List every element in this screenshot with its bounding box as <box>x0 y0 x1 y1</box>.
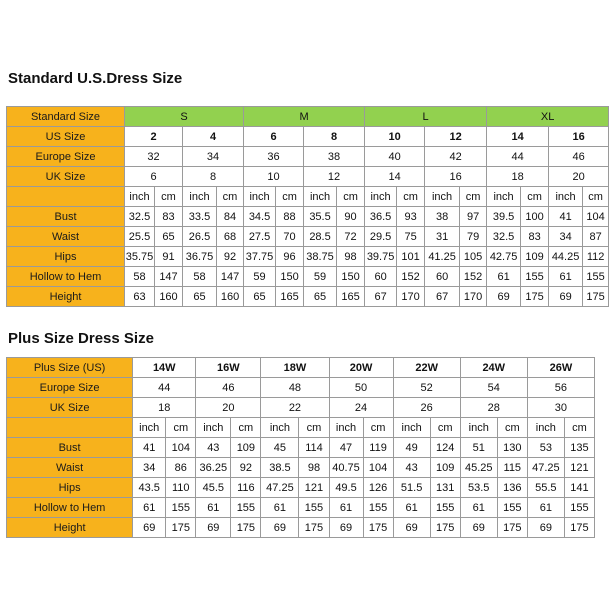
measurement-value: 63 <box>125 287 155 307</box>
measurement-value: 116 <box>231 478 261 498</box>
unit-inch: inch <box>425 187 460 207</box>
measurement-value: 44.25 <box>549 247 583 267</box>
measurement-value: 114 <box>299 438 329 458</box>
measurement-value: 49 <box>393 438 430 458</box>
measurement-value: 49.5 <box>329 478 363 498</box>
unit-inch: inch <box>393 418 430 438</box>
measurement-value: 175 <box>363 518 393 538</box>
measurement-value: 150 <box>337 267 365 287</box>
measurement-value: 155 <box>166 498 196 518</box>
measurement-value: 175 <box>231 518 261 538</box>
size-value: 10 <box>365 127 425 147</box>
size-value: 52 <box>393 378 460 398</box>
measurement-value: 33.5 <box>183 207 217 227</box>
measurement-value: 152 <box>460 267 487 287</box>
measurement-value: 65 <box>183 287 217 307</box>
size-header-m: M <box>244 107 365 127</box>
size-value: 12 <box>425 127 487 147</box>
unit-cm: cm <box>363 418 393 438</box>
row-label: UK Size <box>7 167 125 187</box>
measurement-value: 84 <box>217 207 244 227</box>
measurement-value: 147 <box>217 267 244 287</box>
measurement-value: 34 <box>549 227 583 247</box>
measurement-value: 53.5 <box>460 478 497 498</box>
measurement-row <box>7 227 609 247</box>
size-value: 34 <box>183 147 244 167</box>
size-row <box>7 167 609 187</box>
measurement-value: 45.5 <box>196 478 231 498</box>
size-header-l: L <box>365 107 487 127</box>
row-label: US Size <box>7 127 125 147</box>
standard-size-title: Standard U.S.Dress Size <box>8 70 183 87</box>
measurement-value: 155 <box>497 498 527 518</box>
size-value: 42 <box>425 147 487 167</box>
size-header-24w: 24W <box>460 358 527 378</box>
size-value: 54 <box>460 378 527 398</box>
size-value: 24 <box>329 398 393 418</box>
unit-cm: cm <box>564 418 594 438</box>
measurement-value: 96 <box>276 247 304 267</box>
measurement-value: 61 <box>133 498 166 518</box>
unit-cm: cm <box>155 187 183 207</box>
measurement-value: 109 <box>430 458 460 478</box>
measurement-value: 155 <box>430 498 460 518</box>
size-row <box>7 127 609 147</box>
measurement-value: 47.25 <box>527 458 564 478</box>
measurement-value: 38.75 <box>304 247 337 267</box>
measurement-value: 124 <box>430 438 460 458</box>
measurement-value: 160 <box>155 287 183 307</box>
measurement-value: 112 <box>583 247 609 267</box>
measurement-value: 36.25 <box>196 458 231 478</box>
measurement-value: 75 <box>397 227 425 247</box>
measurement-value: 45 <box>261 438 299 458</box>
unit-cm: cm <box>276 187 304 207</box>
unit-cm: cm <box>430 418 460 438</box>
size-value: 14 <box>365 167 425 187</box>
measurement-value: 61 <box>549 267 583 287</box>
plus-size-table <box>6 357 595 538</box>
unit-cm: cm <box>166 418 196 438</box>
measurement-value: 109 <box>521 247 549 267</box>
measurement-value: 98 <box>337 247 365 267</box>
measurement-value: 92 <box>217 247 244 267</box>
measurement-value: 91 <box>155 247 183 267</box>
size-header-16w: 16W <box>196 358 261 378</box>
header-row <box>7 107 609 127</box>
measurement-value: 58 <box>125 267 155 287</box>
size-value: 20 <box>196 398 261 418</box>
measurement-value: 104 <box>583 207 609 227</box>
size-value: 16 <box>549 127 609 147</box>
size-header-s: S <box>125 107 244 127</box>
size-value: 18 <box>487 167 549 187</box>
row-label: Europe Size <box>7 147 125 167</box>
measurement-value: 92 <box>231 458 261 478</box>
measurement-value: 60 <box>365 267 397 287</box>
measurement-label: Height <box>7 518 133 538</box>
size-value: 46 <box>196 378 261 398</box>
measurement-value: 135 <box>564 438 594 458</box>
measurement-value: 104 <box>166 438 196 458</box>
unit-inch: inch <box>304 187 337 207</box>
measurement-value: 35.75 <box>125 247 155 267</box>
size-value: 14 <box>487 127 549 147</box>
measurement-value: 61 <box>460 498 497 518</box>
size-value: 28 <box>460 398 527 418</box>
measurement-label: Hollow to Hem <box>7 498 133 518</box>
measurement-value: 150 <box>276 267 304 287</box>
size-value: 26 <box>393 398 460 418</box>
measurement-value: 41 <box>133 438 166 458</box>
measurement-value: 79 <box>460 227 487 247</box>
measurement-value: 141 <box>564 478 594 498</box>
units-row <box>7 418 595 438</box>
measurement-value: 165 <box>337 287 365 307</box>
size-value: 38 <box>304 147 365 167</box>
size-value: 44 <box>487 147 549 167</box>
measurement-value: 67 <box>425 287 460 307</box>
measurement-row <box>7 267 609 287</box>
measurement-value: 152 <box>397 267 425 287</box>
measurement-value: 109 <box>231 438 261 458</box>
measurement-value: 51 <box>460 438 497 458</box>
measurement-value: 170 <box>397 287 425 307</box>
size-value: 50 <box>329 378 393 398</box>
measurement-value: 83 <box>155 207 183 227</box>
row-label: Europe Size <box>7 378 133 398</box>
size-value: 16 <box>425 167 487 187</box>
measurement-value: 83 <box>521 227 549 247</box>
size-value: 18 <box>133 398 196 418</box>
size-value: 30 <box>527 398 594 418</box>
measurement-row <box>7 518 595 538</box>
measurement-value: 25.5 <box>125 227 155 247</box>
unit-inch: inch <box>527 418 564 438</box>
size-value: 8 <box>304 127 365 147</box>
unit-inch: inch <box>460 418 497 438</box>
unit-inch: inch <box>261 418 299 438</box>
measurement-value: 43 <box>393 458 430 478</box>
unit-cm: cm <box>231 418 261 438</box>
measurement-value: 147 <box>155 267 183 287</box>
measurement-value: 32.5 <box>125 207 155 227</box>
unit-inch: inch <box>329 418 363 438</box>
measurement-value: 115 <box>497 458 527 478</box>
measurement-value: 170 <box>460 287 487 307</box>
size-value: 46 <box>549 147 609 167</box>
measurement-value: 27.5 <box>244 227 276 247</box>
measurement-value: 175 <box>430 518 460 538</box>
size-value: 8 <box>183 167 244 187</box>
measurement-value: 98 <box>299 458 329 478</box>
measurement-value: 155 <box>521 267 549 287</box>
row-label: UK Size <box>7 398 133 418</box>
measurement-value: 45.25 <box>460 458 497 478</box>
measurement-value: 61 <box>487 267 521 287</box>
measurement-value: 26.5 <box>183 227 217 247</box>
unit-inch: inch <box>487 187 521 207</box>
measurement-value: 110 <box>166 478 196 498</box>
measurement-value: 100 <box>521 207 549 227</box>
measurement-value: 119 <box>363 438 393 458</box>
units-label-blank <box>7 187 125 207</box>
measurement-value: 65 <box>304 287 337 307</box>
measurement-value: 69 <box>329 518 363 538</box>
measurement-value: 105 <box>460 247 487 267</box>
measurement-value: 155 <box>231 498 261 518</box>
measurement-value: 72 <box>337 227 365 247</box>
measurement-value: 90 <box>337 207 365 227</box>
unit-inch: inch <box>196 418 231 438</box>
measurement-value: 61 <box>261 498 299 518</box>
measurement-row <box>7 247 609 267</box>
measurement-value: 41.25 <box>425 247 460 267</box>
size-value: 56 <box>527 378 594 398</box>
measurement-value: 155 <box>363 498 393 518</box>
unit-inch: inch <box>244 187 276 207</box>
measurement-label: Hollow to Hem <box>7 267 125 287</box>
unit-inch: inch <box>549 187 583 207</box>
measurement-value: 104 <box>363 458 393 478</box>
units-row <box>7 187 609 207</box>
plus-size-title: Plus Size Dress Size <box>8 330 154 347</box>
measurement-row <box>7 458 595 478</box>
measurement-value: 175 <box>497 518 527 538</box>
size-header-14w: 14W <box>133 358 196 378</box>
size-header-26w: 26W <box>527 358 594 378</box>
measurement-value: 59 <box>304 267 337 287</box>
measurement-value: 34 <box>133 458 166 478</box>
measurement-value: 70 <box>276 227 304 247</box>
unit-cm: cm <box>521 187 549 207</box>
measurement-value: 155 <box>564 498 594 518</box>
measurement-value: 175 <box>564 518 594 538</box>
unit-cm: cm <box>583 187 609 207</box>
measurement-label: Hips <box>7 247 125 267</box>
measurement-value: 175 <box>166 518 196 538</box>
measurement-value: 43.5 <box>133 478 166 498</box>
size-header-xl: XL <box>487 107 609 127</box>
measurement-value: 136 <box>497 478 527 498</box>
measurement-value: 97 <box>460 207 487 227</box>
measurement-value: 69 <box>261 518 299 538</box>
measurement-value: 87 <box>583 227 609 247</box>
measurement-value: 61 <box>329 498 363 518</box>
measurement-value: 61 <box>393 498 430 518</box>
size-value: 2 <box>125 127 183 147</box>
size-value: 48 <box>261 378 329 398</box>
measurement-value: 121 <box>564 458 594 478</box>
unit-cm: cm <box>299 418 329 438</box>
size-value: 44 <box>133 378 196 398</box>
measurement-value: 28.5 <box>304 227 337 247</box>
size-row <box>7 147 609 167</box>
unit-inch: inch <box>183 187 217 207</box>
unit-inch: inch <box>365 187 397 207</box>
measurement-value: 67 <box>365 287 397 307</box>
unit-inch: inch <box>125 187 155 207</box>
measurement-value: 65 <box>155 227 183 247</box>
measurement-label: Waist <box>7 458 133 478</box>
measurement-value: 60 <box>425 267 460 287</box>
measurement-value: 34.5 <box>244 207 276 227</box>
header-row <box>7 358 595 378</box>
measurement-value: 130 <box>497 438 527 458</box>
measurement-value: 35.5 <box>304 207 337 227</box>
measurement-value: 38 <box>425 207 460 227</box>
measurement-value: 37.75 <box>244 247 276 267</box>
unit-inch: inch <box>133 418 166 438</box>
measurement-value: 175 <box>299 518 329 538</box>
size-value: 6 <box>244 127 304 147</box>
measurement-value: 36.75 <box>183 247 217 267</box>
measurement-value: 69 <box>133 518 166 538</box>
measurement-value: 126 <box>363 478 393 498</box>
measurement-label: Bust <box>7 207 125 227</box>
measurement-value: 36.5 <box>365 207 397 227</box>
measurement-value: 160 <box>217 287 244 307</box>
size-value: 10 <box>244 167 304 187</box>
measurement-value: 61 <box>527 498 564 518</box>
size-value: 4 <box>183 127 244 147</box>
size-value: 6 <box>125 167 183 187</box>
measurement-value: 131 <box>430 478 460 498</box>
measurement-label: Bust <box>7 438 133 458</box>
measurement-value: 58 <box>183 267 217 287</box>
measurement-value: 175 <box>583 287 609 307</box>
measurement-value: 40.75 <box>329 458 363 478</box>
measurement-value: 69 <box>460 518 497 538</box>
size-value: 20 <box>549 167 609 187</box>
measurement-value: 43 <box>196 438 231 458</box>
size-header-20w: 20W <box>329 358 393 378</box>
header-label: Plus Size (US) <box>7 358 133 378</box>
measurement-label: Height <box>7 287 125 307</box>
header-label: Standard Size <box>7 107 125 127</box>
measurement-row <box>7 438 595 458</box>
measurement-value: 29.5 <box>365 227 397 247</box>
measurement-value: 69 <box>196 518 231 538</box>
size-value: 40 <box>365 147 425 167</box>
measurement-value: 53 <box>527 438 564 458</box>
size-row <box>7 398 595 418</box>
measurement-value: 155 <box>583 267 609 287</box>
unit-cm: cm <box>460 187 487 207</box>
measurement-value: 165 <box>276 287 304 307</box>
size-value: 32 <box>125 147 183 167</box>
measurement-value: 93 <box>397 207 425 227</box>
measurement-value: 65 <box>244 287 276 307</box>
measurement-value: 121 <box>299 478 329 498</box>
measurement-value: 155 <box>299 498 329 518</box>
unit-cm: cm <box>397 187 425 207</box>
size-header-22w: 22W <box>393 358 460 378</box>
measurement-value: 68 <box>217 227 244 247</box>
units-label-blank <box>7 418 133 438</box>
measurement-value: 88 <box>276 207 304 227</box>
measurement-value: 175 <box>521 287 549 307</box>
measurement-row <box>7 478 595 498</box>
unit-cm: cm <box>217 187 244 207</box>
measurement-value: 69 <box>549 287 583 307</box>
measurement-value: 42.75 <box>487 247 521 267</box>
size-value: 22 <box>261 398 329 418</box>
measurement-value: 47 <box>329 438 363 458</box>
measurement-label: Waist <box>7 227 125 247</box>
measurement-label: Hips <box>7 478 133 498</box>
measurement-value: 31 <box>425 227 460 247</box>
measurement-value: 61 <box>196 498 231 518</box>
size-value: 12 <box>304 167 365 187</box>
measurement-value: 39.5 <box>487 207 521 227</box>
measurement-value: 69 <box>393 518 430 538</box>
measurement-value: 51.5 <box>393 478 430 498</box>
standard-size-table <box>6 106 609 307</box>
measurement-row <box>7 287 609 307</box>
size-header-18w: 18W <box>261 358 329 378</box>
measurement-value: 38.5 <box>261 458 299 478</box>
measurement-value: 41 <box>549 207 583 227</box>
unit-cm: cm <box>337 187 365 207</box>
measurement-row <box>7 498 595 518</box>
measurement-value: 101 <box>397 247 425 267</box>
measurement-value: 32.5 <box>487 227 521 247</box>
size-row <box>7 378 595 398</box>
measurement-value: 59 <box>244 267 276 287</box>
measurement-value: 69 <box>487 287 521 307</box>
measurement-value: 69 <box>527 518 564 538</box>
measurement-value: 47.25 <box>261 478 299 498</box>
measurement-value: 55.5 <box>527 478 564 498</box>
size-value: 36 <box>244 147 304 167</box>
unit-cm: cm <box>497 418 527 438</box>
measurement-value: 39.75 <box>365 247 397 267</box>
measurement-row <box>7 207 609 227</box>
measurement-value: 86 <box>166 458 196 478</box>
